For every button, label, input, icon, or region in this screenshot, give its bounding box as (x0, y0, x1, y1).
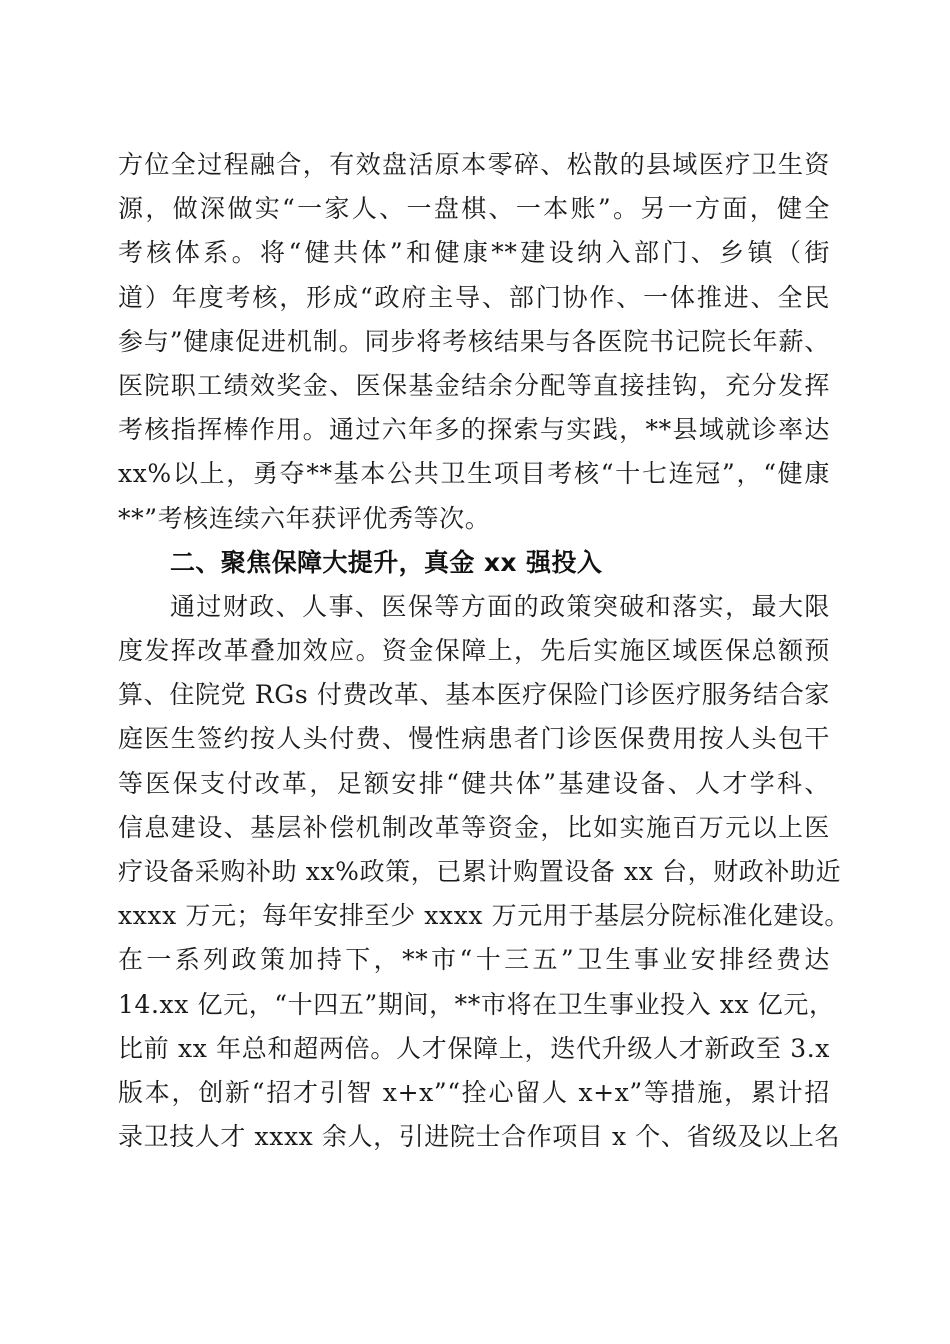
paragraph-2-line: 庭医生签约按人头付费、慢性病患者门诊医保费用按人头包干 (118, 724, 830, 754)
paragraph-1-line: **”考核连续六年获评优秀等次。 (118, 503, 491, 533)
paragraph-1-line: 道）年度考核，形成“政府主导、部门协作、一体推进、全民 (118, 282, 830, 312)
paragraph-2-line: 录卫技人才 xxxx 余人，引进院士合作项目 x 个、省级及以上名 (118, 1122, 841, 1152)
paragraph-2-line: 疗设备采购补助 xx%政策，已累计购置设备 xx 台，财政补助近 (118, 857, 842, 886)
paragraph-2-line: 版本，创新“招才引智 x+x”“拴心留人 x+x”等措施，累计招 (118, 1077, 830, 1107)
paragraph-2-line: 度发挥改革叠加效应。资金保障上，先后实施区域医保总额预 (118, 636, 830, 666)
paragraph-1 (118, 143, 830, 541)
paragraph-1-line: 考核指挥棒作用。通过六年多的探索与实践，**县域就诊率达 (118, 415, 830, 445)
paragraph-2 (118, 585, 851, 1159)
paragraph-1-line: 源，做深做实“一家人、一盘棋、一本账”。另一方面，健全 (118, 194, 830, 224)
paragraph-2-line: 比前 xx 年总和超两倍。人才保障上，迭代升级人才新政至 3.x (118, 1033, 830, 1063)
paragraph-2-line: 通过财政、人事、医保等方面的政策突破和落实，最大限 (170, 591, 830, 621)
paragraph-1-line: 考核体系。将“健共体”和健康**建设纳入部门、乡镇（街 (118, 238, 830, 268)
paragraph-2-line: 14.xx 亿元，“十四五”期间，**市将在卫生事业投入 xx 亿元， (118, 989, 835, 1019)
paragraph-2-line: xxxx 万元；每年安排至少 xxxx 万元用于基层分院标准化建设。 (118, 901, 851, 931)
paragraph-1-line: 参与”健康促进机制。同步将考核结果与各医院书记院长年薪、 (118, 326, 830, 356)
paragraph-2-line: 算、住院党 RGs 付费改革、基本医疗保险门诊医疗服务结合家 (118, 680, 830, 710)
paragraph-1-line: 方位全过程融合，有效盘活原本零碎、松散的县域医疗卫生资 (118, 150, 830, 179)
section-heading-2: 二、聚焦保障大提升，真金 xx 强投入 (170, 547, 603, 577)
paragraph-2-line: 等医保支付改革，足额安排“健共体”基建设备、人才学科、 (118, 768, 830, 798)
paragraph-2-line: 信息建设、基层补偿机制改革等资金，比如实施百万元以上医 (118, 812, 830, 842)
document-body (118, 143, 851, 1159)
paragraph-1-line: 医院职工绩效奖金、医保基金结余分配等直接挂钩，充分发挥 (118, 370, 830, 400)
paragraph-1-line: xx%以上，勇夺**基本公共卫生项目考核“十七连冠”，“健康 (118, 459, 830, 489)
paragraph-2-line: 在一系列政策加持下，**市“十三五”卫生事业安排经费达 (118, 945, 830, 975)
